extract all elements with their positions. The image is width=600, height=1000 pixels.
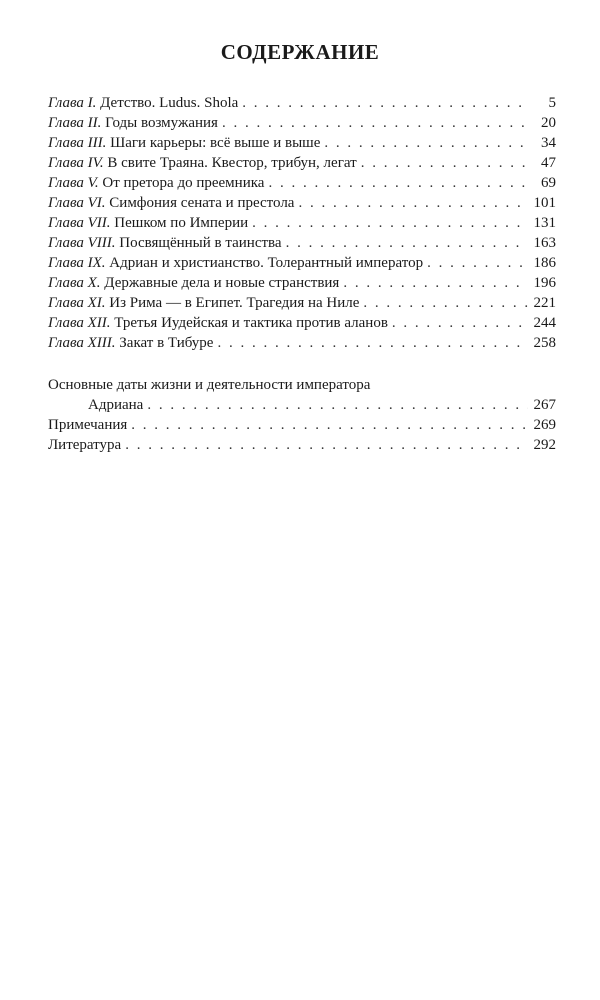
chapter-number: Глава XII. xyxy=(48,315,111,331)
chapter-number: Глава I. xyxy=(48,95,97,111)
chapter-title: Адриан и христианство. Толерантный император xyxy=(105,255,424,271)
toc-entry[interactable] xyxy=(48,213,556,233)
leader-dots xyxy=(242,93,528,113)
toc-entry[interactable] xyxy=(48,233,556,253)
leader-dots xyxy=(363,293,528,313)
toc-entry-dates[interactable] xyxy=(48,375,556,415)
page-number: 20 xyxy=(541,115,556,131)
page-number: 258 xyxy=(533,335,556,351)
chapter-title: Посвящённый в таинства xyxy=(115,235,282,251)
toc-entry-literature[interactable] xyxy=(48,435,556,455)
toc-entry[interactable] xyxy=(48,153,556,173)
toc-entry[interactable] xyxy=(48,173,556,193)
chapter-title: Годы возмужания xyxy=(101,115,218,131)
chapter-number: Глава X. xyxy=(48,275,101,291)
page-number: 269 xyxy=(533,417,556,433)
page-number: 131 xyxy=(533,215,556,231)
entry-title: Примечания xyxy=(48,417,128,433)
chapter-number: Глава VIII. xyxy=(48,235,116,251)
page-number: 244 xyxy=(533,315,556,331)
toc-entry[interactable] xyxy=(48,133,556,153)
page-number: 101 xyxy=(533,195,556,211)
chapter-number: Глава XIII. xyxy=(48,335,116,351)
leader-dots xyxy=(392,313,528,333)
chapter-number: Глава VI. xyxy=(48,195,106,211)
page-number: 186 xyxy=(533,255,556,271)
chapter-title: Шаги карьеры: всё выше и выше xyxy=(106,135,321,151)
leader-dots xyxy=(222,113,528,133)
toc-entry[interactable] xyxy=(48,113,556,133)
chapter-number: Глава III. xyxy=(48,135,107,151)
chapter-title: В свите Траяна. Квестор, трибун, легат xyxy=(103,155,357,171)
page-number: 5 xyxy=(548,95,556,111)
leader-dots xyxy=(268,173,528,193)
section-gap xyxy=(48,353,556,375)
page-title: СОДЕРЖАНИЕ xyxy=(220,40,380,64)
chapter-number: Глава II. xyxy=(48,115,102,131)
leader-dots xyxy=(125,435,528,455)
chapter-title: Детство. Ludus. Shola xyxy=(96,95,239,111)
chapter-number: Глава IV. xyxy=(48,155,104,171)
page-number: 196 xyxy=(533,275,556,291)
leader-dots xyxy=(324,133,528,153)
chapter-title: Симфония сената и престола xyxy=(105,195,295,211)
leader-dots xyxy=(361,153,528,173)
page-number: 267 xyxy=(533,397,556,413)
chapter-title: Из Рима — в Египет. Трагедия на Ниле xyxy=(105,295,360,311)
page-number: 221 xyxy=(533,295,556,311)
leader-dots xyxy=(131,415,528,435)
toc-entry-notes[interactable] xyxy=(48,415,556,435)
toc-list xyxy=(48,93,556,455)
toc-entry[interactable] xyxy=(48,253,556,273)
leader-dots xyxy=(298,193,528,213)
chapter-number: Глава V. xyxy=(48,175,99,191)
page-number: 47 xyxy=(541,155,556,171)
leader-dots xyxy=(286,233,528,253)
leader-dots xyxy=(343,273,528,293)
page-number: 34 xyxy=(541,135,556,151)
entry-title-line2: Адриана xyxy=(88,397,144,413)
toc-entry[interactable] xyxy=(48,273,556,293)
entry-title: Литература xyxy=(48,437,122,453)
leader-dots xyxy=(217,333,528,353)
chapter-number: Глава VII. xyxy=(48,215,111,231)
chapter-number: Глава XI. xyxy=(48,295,106,311)
toc-entry[interactable] xyxy=(48,93,556,113)
page-number: 163 xyxy=(533,235,556,251)
chapter-title: Закат в Тибуре xyxy=(115,335,214,351)
leader-dots xyxy=(252,213,528,233)
chapter-title: От претора до преемника xyxy=(98,175,265,191)
page-number: 69 xyxy=(541,175,556,191)
leader-dots xyxy=(427,253,528,273)
chapter-title: Третья Иудейская и тактика против аланов xyxy=(110,315,388,331)
page-number: 292 xyxy=(533,437,556,453)
chapter-title: Державные дела и новые странствия xyxy=(100,275,340,291)
toc-entry[interactable] xyxy=(48,293,556,313)
toc-entry[interactable] xyxy=(48,333,556,353)
toc-entry[interactable] xyxy=(48,313,556,333)
chapter-number: Глава IX. xyxy=(48,255,106,271)
toc-entry[interactable] xyxy=(48,193,556,213)
entry-title-line1: Основные даты жизни и деятельности императора xyxy=(48,377,371,393)
leader-dots xyxy=(147,395,528,415)
chapter-title: Пешком по Империи xyxy=(110,215,249,231)
